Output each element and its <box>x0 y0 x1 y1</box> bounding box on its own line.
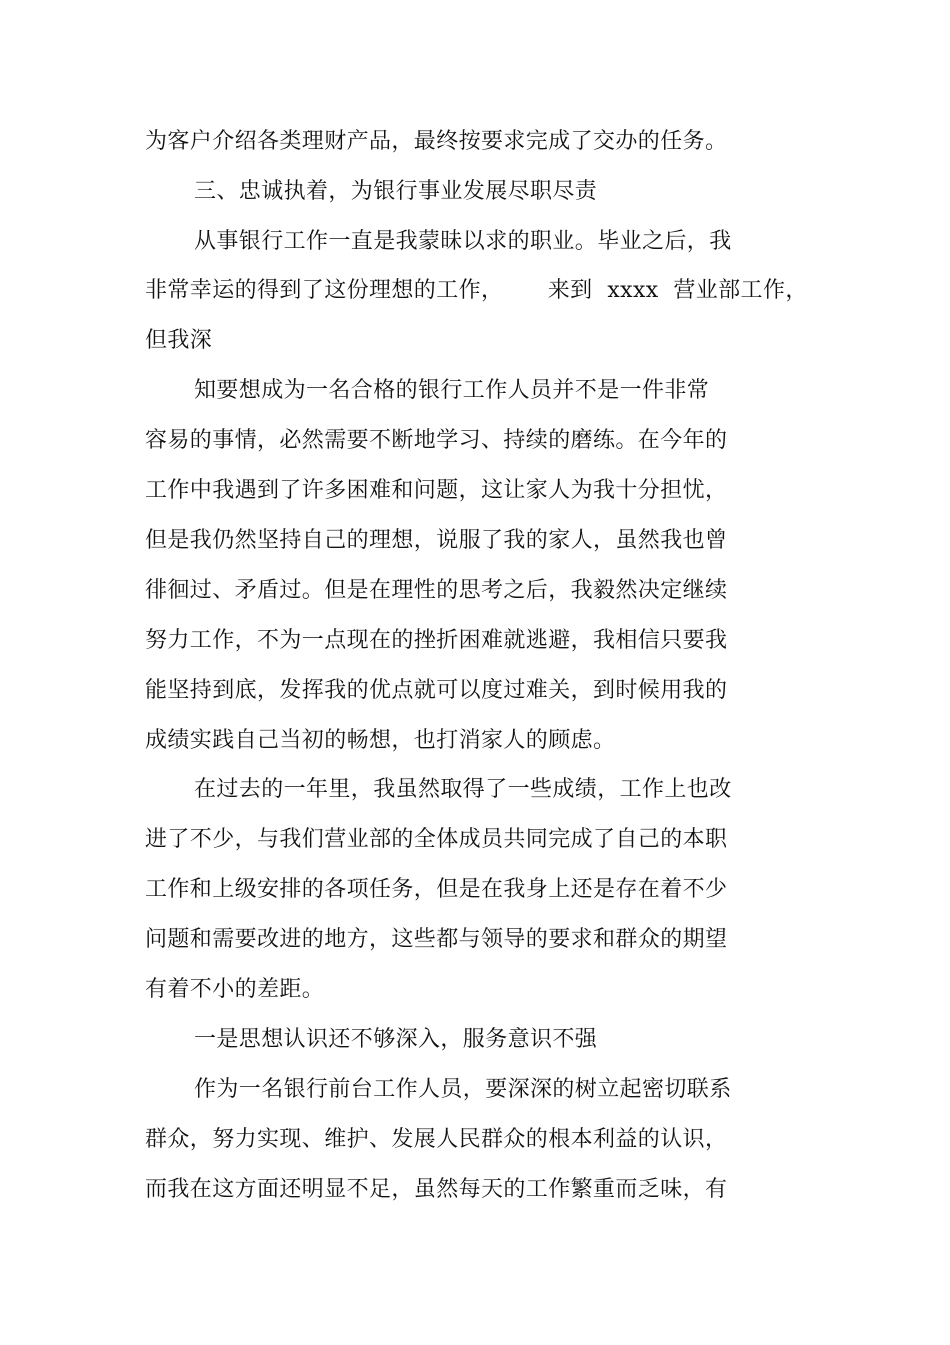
text-line: 在过去的一年里，我虽然取得了一些成绩，工作上也改 <box>194 777 732 802</box>
text-line: 容易的事情，必然需要不断地学习、持续的磨练。在今年的 <box>145 428 728 453</box>
section-heading: 一是思想认识还不够深入，服务意识不强 <box>194 1027 598 1052</box>
text-line: 作为一名银行前台工作人员，要深深的树立起密切联系 <box>194 1077 732 1102</box>
text-line: 成绩实践自己当初的畅想，也打消家人的顾虑。 <box>145 728 616 753</box>
text-line: 徘徊过、矛盾过。但是在理性的思考之后，我毅然决定继续 <box>145 578 728 603</box>
text-line: 从事银行工作一直是我蒙昧以求的职业。毕业之后，我 <box>194 229 732 254</box>
text-line: 工作和上级安排的各项任务，但是在我身上还是存在着不少 <box>145 877 728 902</box>
text-line: 工作中我遇到了许多困难和问题，这让家人为我十分担忧， <box>145 478 728 503</box>
section-heading: 三、忠诚执着，为银行事业发展尽职尽责 <box>194 179 598 204</box>
text-line: 知要想成为一名合格的银行工作人员并不是一件非常 <box>194 378 710 403</box>
text-line: 有着不小的差距。 <box>145 977 325 1002</box>
text-line: 能坚持到底，发挥我的优点就可以度过难关，到时候用我的 <box>145 678 728 703</box>
text-line: 努力工作，不为一点现在的挫折困难就逃避，我相信只要我 <box>145 628 728 653</box>
text-line: 进了不少，与我们营业部的全体成员共同完成了自己的本职 <box>145 827 728 852</box>
text-line: 为客户介绍各类理财产品，最终按要求完成了交办的任务。 <box>145 129 728 154</box>
text-line: 问题和需要改进的地方，这些都与领导的要求和群众的期望 <box>145 927 728 952</box>
text-line: 而我在这方面还明显不足，虽然每天的工作繁重而乏味，有 <box>145 1177 728 1202</box>
text-line: 但我深 <box>145 328 213 353</box>
text-line: 但是我仍然坚持自己的理想，说服了我的家人，虽然我也曾 <box>145 528 728 553</box>
text-line: 群众，努力实现、维护、发展人民群众的根本利益的认识， <box>145 1127 728 1152</box>
text-line: 非常幸运的得到了这份理想的工作， 来到 xxxx 营业部工作， <box>145 278 808 303</box>
